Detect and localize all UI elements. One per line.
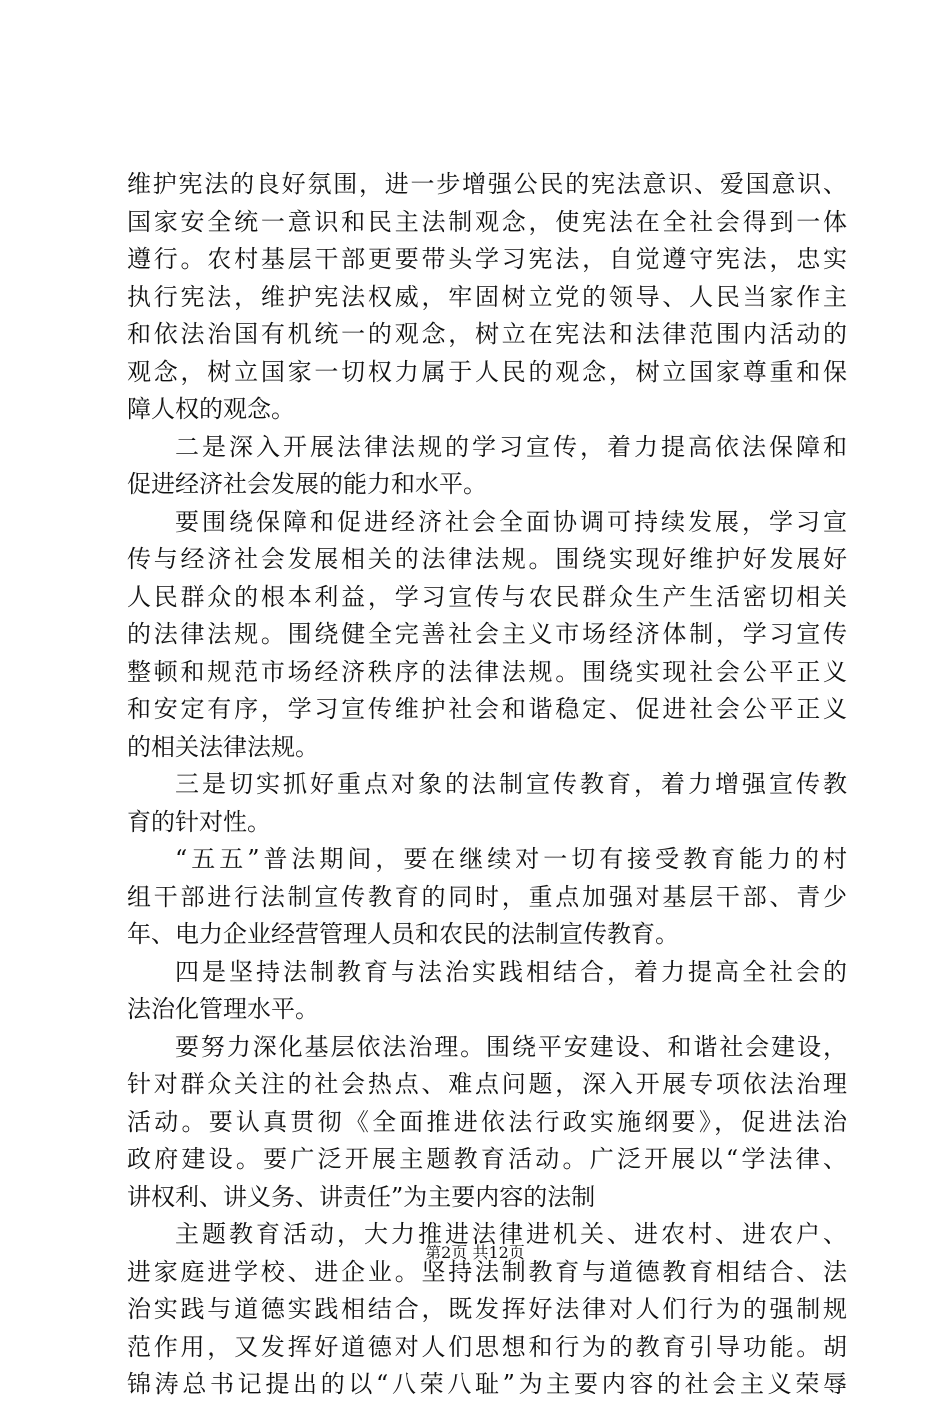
text-line: 传与经济社会发展相关的法律法规。围绕实现好维护好发展好: [127, 545, 847, 573]
text-line: 锦涛总书记提出的以“八荣八耻”为主要内容的社会主义荣辱: [127, 1370, 847, 1398]
text-line: 国家安全统一意识和民主法制观念，使宪法在全社会得到一体: [127, 207, 847, 236]
text-line: 二是深入开展法律法规的学习宣传，着力提高依法保障和: [175, 432, 847, 461]
text-line: 年、电力企业经营管理人员和农民的法制宣传教育。: [127, 920, 679, 948]
text-line: 三是切实抓好重点对象的法制宣传教育，着力增强宣传教: [175, 770, 847, 798]
text-line: 的法律法规。围绕健全完善社会主义市场经济体制，学习宣传: [127, 620, 847, 648]
text-line: 组干部进行法制宣传教育的同时，重点加强对基层干部、青少: [127, 882, 847, 911]
text-line: 遵行。农村基层干部更要带头学习宪法，自觉遵守宪法，忠实: [127, 245, 847, 273]
text-line: 的相关法律法规。: [127, 732, 319, 761]
text-line: 四是坚持法制教育与法治实践相结合，着力提高全社会的: [175, 957, 847, 986]
text-line: 讲权利、讲义务、讲责任”为主要内容的法制: [127, 1182, 596, 1211]
text-line: 和安定有序，学习宣传维护社会和谐稳定、促进社会公平正义: [127, 695, 847, 723]
text-line: 维护宪法的良好氛围，进一步增强公民的宪法意识、爱国意识、: [127, 170, 847, 198]
text-line: 整顿和规范市场经济秩序的法律法规。围绕实现社会公平正义: [127, 657, 847, 686]
text-line: 主题教育活动，大力推进法律进机关、进农村、进农户、: [175, 1220, 847, 1248]
text-line: 政府建设。要广泛开展主题教育活动。广泛开展以“学法律、: [127, 1145, 847, 1173]
text-line: 针对群众关注的社会热点、难点问题，深入开展专项依法治理: [127, 1070, 847, 1098]
page-number-footer: 第2页 共12页: [425, 1243, 525, 1262]
text-line: 进家庭进学校、进企业。坚持法制教育与道德教育相结合、法: [127, 1257, 847, 1286]
text-line: 育的针对性。: [127, 807, 271, 836]
text-line: 法治化管理水平。: [127, 995, 319, 1023]
document-body: [127, 166, 847, 1404]
text-line: 促进经济社会发展的能力和水平。: [127, 470, 487, 498]
text-line: 治实践与道德实践相结合，既发挥好法律对人们行为的强制规: [127, 1295, 847, 1323]
text-line: “五五”普法期间，要在继续对一切有接受教育能力的村: [175, 845, 847, 873]
text-line: 活动。要认真贯彻《全面推进依法行政实施纲要》，促进法治: [127, 1107, 847, 1136]
text-line: 要围绕保障和促进经济社会全面协调可持续发展，学习宣: [175, 507, 847, 536]
text-line: 人民群众的根本利益，学习宣传与农民群众生产生活密切相关: [127, 582, 847, 611]
text-line: 和依法治国有机统一的观念，树立在宪法和法律范围内活动的: [127, 320, 847, 348]
text-line: 执行宪法，维护宪法权威，牢固树立党的领导、人民当家作主: [127, 282, 847, 311]
text-line: 观念，树立国家一切权力属于人民的观念，树立国家尊重和保: [127, 357, 847, 386]
text-line: 范作用，又发挥好道德对人们思想和行为的教育引导功能。胡: [127, 1332, 847, 1361]
text-line: 障人权的观念。: [127, 395, 295, 423]
text-line: 要努力深化基层依法治理。围绕平安建设、和谐社会建设，: [175, 1032, 847, 1061]
